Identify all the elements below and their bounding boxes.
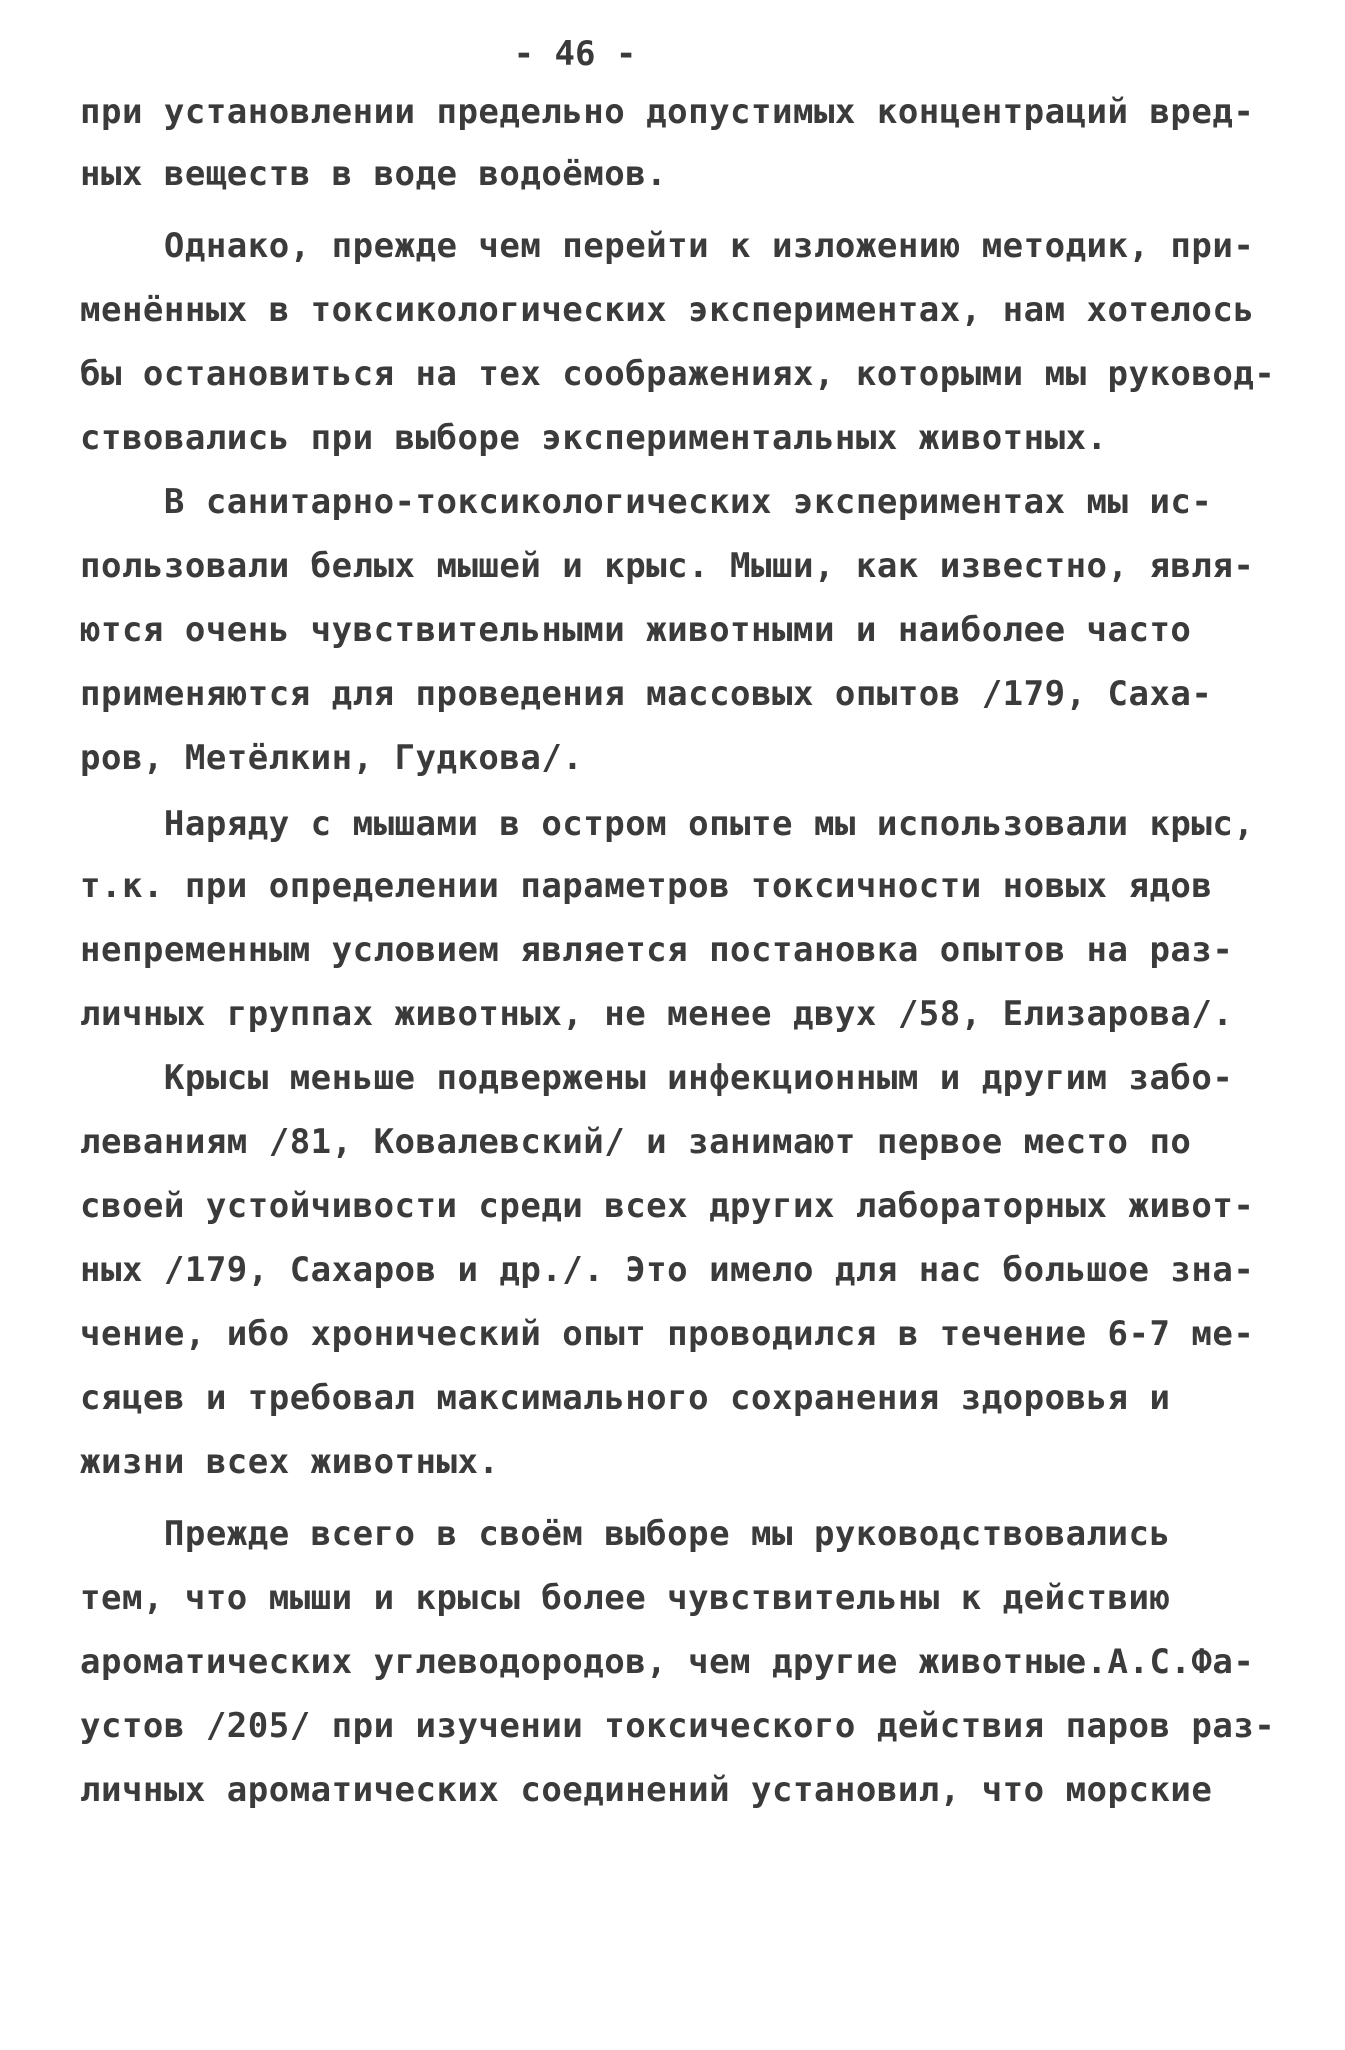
text-line: ствовались при выборе экспериментальных животных. — [80, 418, 1108, 458]
text-line: Наряду с мышами в остром опыте мы использовали крыс, — [80, 804, 1255, 844]
text-line: Прежде всего в своём выборе мы руководствовались — [80, 1514, 1171, 1554]
text-line: Крысы меньше подвержены инфекционным и другим забо- — [80, 1058, 1234, 1098]
text-line: применяются для проведения массовых опытов /179, Саха- — [80, 674, 1213, 714]
text-line: личных группах животных, не менее двух /58, Елизарова/. — [80, 994, 1234, 1034]
text-line: т.к. при определении параметров токсичности новых ядов — [80, 866, 1213, 906]
text-line: личных ароматических соединений установил, что морские — [80, 1770, 1213, 1810]
text-line: бы остановиться на тех соображениях, которыми мы руковод- — [80, 354, 1276, 394]
text-line: ароматических углеводородов, чем другие животные.А.С.Фа- — [80, 1642, 1255, 1682]
text-line: В санитарно-токсикологических экспериментах мы ис- — [80, 482, 1213, 522]
text-line: при установлении предельно допустимых концентраций вред- — [80, 92, 1255, 132]
text-line: леваниям /81, Ковалевский/ и занимают первое место по — [80, 1122, 1192, 1162]
text-line: чение, ибо хронический опыт проводился в течение 6-7 ме- — [80, 1314, 1255, 1354]
page-number: - 46 - — [513, 34, 637, 74]
text-line: ются очень чувствительными животными и наиболее часто — [80, 610, 1192, 650]
text-line: сяцев и требовал максимального сохранения здоровья и — [80, 1378, 1171, 1418]
text-line: своей устойчивости среди всех других лабораторных живот- — [80, 1186, 1255, 1226]
text-line: жизни всех животных. — [80, 1442, 500, 1482]
text-line: тем, что мыши и крысы более чувствительны к действию — [80, 1578, 1171, 1618]
text-line: ров, Метёлкин, Гудкова/. — [80, 738, 584, 778]
text-line: ных /179, Сахаров и др./. Это имело для нас большое зна- — [80, 1250, 1255, 1290]
text-line: пользовали белых мышей и крыс. Мыши, как известно, явля- — [80, 546, 1255, 586]
text-line: Однако, прежде чем перейти к изложению методик, при- — [80, 226, 1255, 266]
text-line: ных веществ в воде водоёмов. — [80, 154, 668, 194]
text-line: устов /205/ при изучении токсического действия паров раз- — [80, 1706, 1276, 1746]
text-line: менённых в токсикологических экспериментах, нам хотелось — [80, 290, 1255, 330]
text-line: непременным условием является постановка опытов на раз- — [80, 930, 1234, 970]
